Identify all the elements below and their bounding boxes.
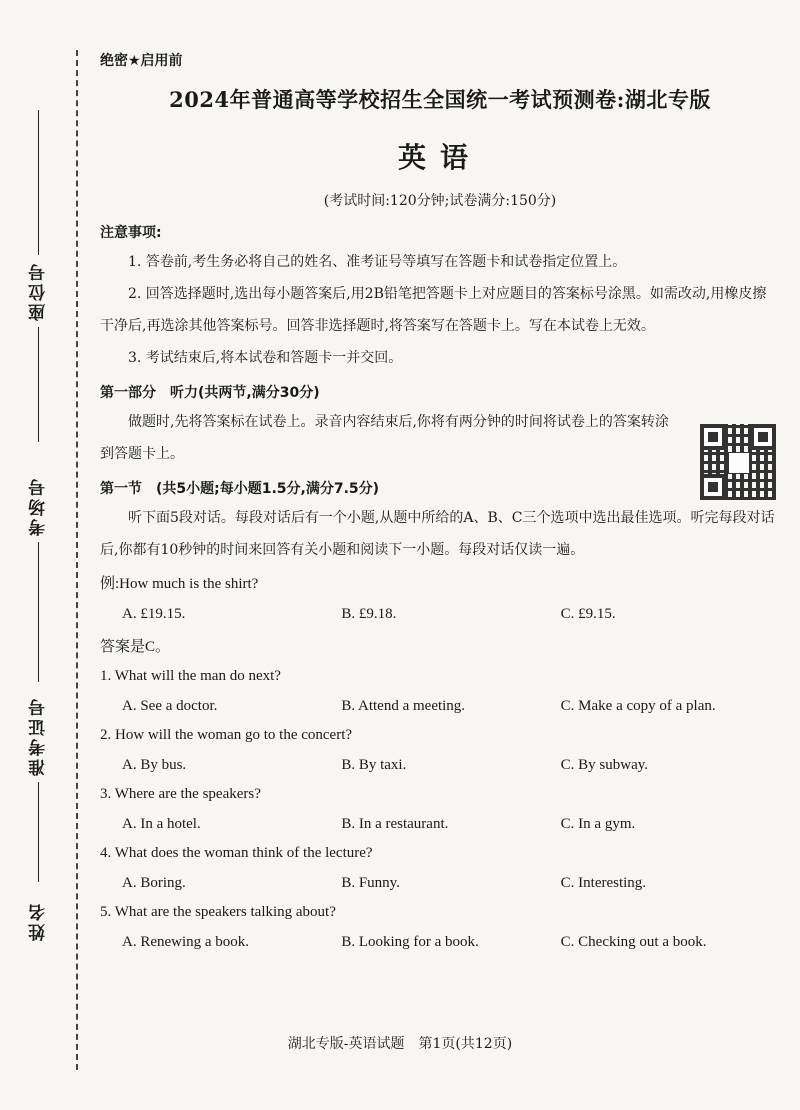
note-3: 3. 考试结束后,将本试卷和答题卡一并交回。: [128, 350, 403, 366]
question-3: 3. Where are the speakers?: [100, 786, 261, 802]
name-field: [26, 895, 51, 947]
q1-option-b: B. Attend a meeting.: [341, 698, 466, 714]
question-2: 2. How will the woman go to the concert?: [100, 727, 353, 743]
qr-finder-bl: [700, 474, 726, 500]
exam-room-line: [38, 542, 40, 682]
qr-finder-tr: [750, 424, 776, 450]
subject-title: 英语: [397, 141, 482, 174]
q5-option-a: A. Renewing a book.: [122, 934, 250, 950]
question-1-options: [100, 698, 780, 715]
q4-option-c: C. Interesting.: [560, 875, 647, 891]
seat-number-line: [38, 110, 40, 255]
example-option-c: C. £9.15.: [560, 606, 616, 622]
q1-option-a: A. See a doctor.: [122, 698, 218, 714]
question-5: 5. What are the speakers talking about?: [100, 904, 336, 920]
ticket-number-line: [38, 782, 40, 882]
exam-room-label: 考场号: [29, 476, 49, 536]
question-4-options: [100, 875, 780, 892]
question-3-options: [100, 816, 780, 833]
confidential-mark: 绝密★启用前: [100, 53, 183, 69]
q5-option-b: B. Looking for a book.: [341, 934, 479, 950]
q2-option-c: C. By subway.: [560, 757, 649, 773]
note-1: 1. 答卷前,考生务必将自己的姓名、准考证号等填写在答题卡和试卷指定位置上。: [128, 254, 627, 270]
question-2-options: [100, 757, 780, 774]
example-answer: 答案是C。: [100, 639, 171, 655]
section1-title: 第一节 (共5小题;每小题1.5分,满分7.5分): [100, 481, 380, 497]
q4-option-b: B. Funny.: [341, 875, 400, 891]
note-2: 2. 回答选择题时,选出每小题答案后,用2B铅笔把答题卡上对应题目的答案标号涂黑。如需改动,用橡皮擦干净后,再选涂其他答案标号。回答非选择题时,将答案写在答题卡上。写在本试卷上无效。: [100, 286, 767, 334]
example-question: 例:How much is the shirt?: [100, 576, 259, 592]
example-option-b: B. £9.18.: [341, 606, 397, 622]
q3-option-c: C. In a gym.: [560, 816, 636, 832]
notes-title: 注意事项:: [100, 225, 162, 241]
example-options: [100, 606, 780, 623]
q4-option-a: A. Boring.: [122, 875, 186, 891]
q3-option-b: B. In a restaurant.: [341, 816, 449, 832]
name-label: 姓名: [29, 901, 49, 941]
part1-title: 第一部分 听力(共两节,满分30分): [100, 385, 320, 401]
qr-finder-tl: [700, 424, 726, 450]
q1-option-c: C. Make a copy of a plan.: [560, 698, 716, 714]
part1-instruction: 做题时,先将答案标在试卷上。录音内容结束后,你将有两分钟的时间将试卷上的答案转涂到答题卡上。: [100, 414, 669, 462]
section1-instruction: 听下面5段对话。每段对话后有一个小题,从题中所给的A、B、C三个选项中选出最佳选项。听完每段对话后,你都有10秒钟的时间来回答有关小题和阅读下一小题。每段对话仅读一遍。: [100, 510, 775, 558]
q2-option-b: B. By taxi.: [341, 757, 407, 773]
exam-page: [100, 50, 780, 951]
seat-number-line-2: [38, 327, 40, 442]
question-1: 1. What will the man do next?: [100, 668, 281, 684]
qr-code-icon: [700, 424, 776, 500]
exam-time: (考试时间:120分钟;试卷满分:150分): [323, 193, 557, 209]
example-option-a: A. £19.15.: [122, 606, 186, 622]
exam-title: 2024年普通高等学校招生全国统一考试预测卷:湖北专版: [169, 87, 711, 112]
binding-cut-line: [76, 50, 78, 1070]
exam-room-field: [26, 470, 51, 682]
seat-number-label: 座位号: [29, 261, 49, 321]
page-footer: 湖北专版-英语试题 第1页(共12页): [287, 1036, 513, 1052]
q3-option-a: A. In a hotel.: [122, 816, 201, 832]
question-5-options: [100, 934, 780, 951]
question-4: 4. What does the woman think of the lecture?: [100, 845, 373, 861]
seat-number-field: [26, 110, 51, 442]
ticket-number-field: [26, 690, 51, 882]
q2-option-a: A. By bus.: [122, 757, 187, 773]
q5-option-c: C. Checking out a book.: [560, 934, 707, 950]
ticket-number-label: 准考证号: [29, 696, 49, 776]
qr-center-logo: [728, 452, 750, 474]
